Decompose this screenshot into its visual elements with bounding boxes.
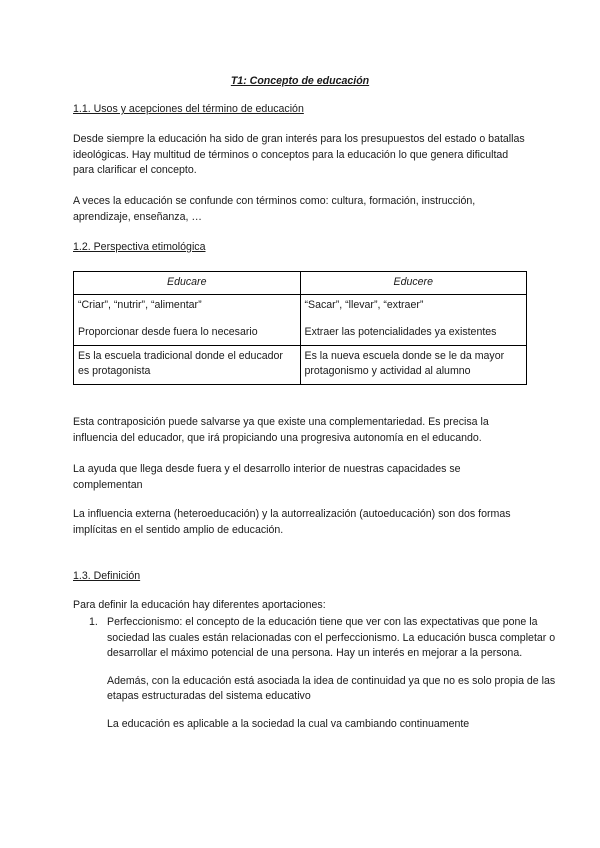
etymology-table (73, 271, 527, 385)
table-header-row (74, 272, 527, 295)
section-2-paragraph-2: La ayuda que llega desde fuera y el desarrollo interior de nuestras capacidades se complementan (73, 463, 461, 491)
table-cell (74, 295, 301, 346)
cell-text: “Criar”, “nutrir”, “alimentar” (78, 299, 202, 311)
list-item-number: 1. (89, 616, 98, 628)
list-item-text: Perfeccionismo: el concepto de la educación tiene que ver con las expectativas que pone la sociedad las cuales están relacionadas con el perfeccionismo. La educación busca completar o desarrollar el máximo potencial de una persona. Hay un interés en mejorar a la persona. (107, 616, 556, 659)
section-3-intro: Para definir la educación hay diferentes aportaciones: (73, 599, 326, 611)
page-title: T1: Concepto de educación (230, 75, 370, 87)
cell-text: Extraer las potencialidades ya existentes (304, 326, 497, 338)
section-3-heading: 1.3. Definición (73, 570, 141, 582)
section-2-heading: 1.2. Perspectiva etimológica (73, 241, 206, 253)
header-educere: Educere (300, 272, 527, 295)
section-1-paragraph-1: Desde siempre la educación ha sido de gran interés para los presupuestos del estado o batallas ideológicas. Hay multitud de términos o conceptos para la educación lo que genera dificultad para clarificar el concepto. (73, 133, 525, 176)
table-row (74, 295, 527, 346)
table-cell: Es la nueva escuela donde se le da mayor protagonismo y actividad al alumno (300, 346, 527, 385)
table-cell: Es la escuela tradicional donde el educador es protagonista (74, 346, 301, 385)
table-row (74, 346, 527, 385)
header-educare: Educare (74, 272, 301, 295)
cell-text: “Sacar”, “llevar”, “extraer” (304, 299, 424, 311)
definitions-list (73, 615, 562, 732)
section-2-paragraph-1: Esta contraposición puede salvarse ya que existe una complementariedad. Es precisa la influencia del educador, que irá propiciando una progresiva autonomía en el educando. (73, 416, 489, 444)
section-1-paragraph-2: A veces la educación se confunde con términos como: cultura, formación, instrucción, aprendizaje, enseñanza, … (73, 195, 476, 223)
list-item-paragraph-2: Además, con la educación está asociada la idea de continuidad ya que no es solo propia de las etapas estructuradas del sistema educativo (107, 674, 556, 702)
section-2-paragraph-3: La influencia externa (heteroeducación) y la autorrealización (autoeducación) son dos formas implícitas en el sentido amplio de educación. (73, 508, 511, 536)
list-item (89, 615, 562, 732)
cell-text: Proporcionar desde fuera lo necesario (78, 326, 258, 338)
list-item-paragraph-3: La educación es aplicable a la sociedad la cual va cambiando continuamente (107, 717, 470, 730)
section-1-heading: 1.1. Usos y acepciones del término de educación (73, 103, 304, 115)
table-cell (300, 295, 527, 346)
